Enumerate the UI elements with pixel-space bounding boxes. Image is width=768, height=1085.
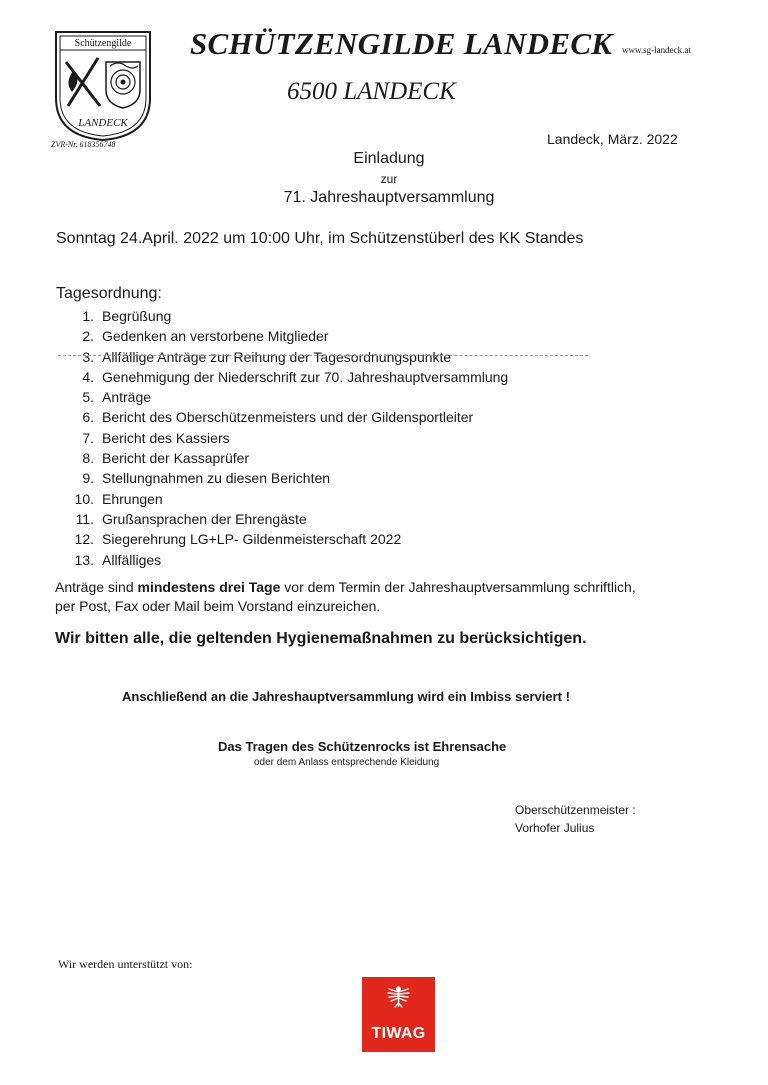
- agenda-item-text: Bericht des Kassiers: [102, 429, 230, 446]
- agenda-item-text: Bericht der Kassaprüfer: [102, 450, 250, 467]
- agenda-item-text: Ehrungen: [102, 490, 163, 507]
- agenda-item-number: 12.: [74, 531, 94, 548]
- dress-code-alternative: oder dem Anlass entsprechende Kleidung: [254, 757, 440, 768]
- heading-einladung: Einladung: [353, 150, 425, 167]
- fold-line: [58, 355, 588, 356]
- agenda-item-text: Siegerehrung LG+LP- Gildenmeisterschaft 2022: [102, 531, 402, 548]
- dress-code: Das Tragen des Schützenrocks ist Ehrensache: [218, 739, 507, 754]
- submission-notice-line2: per Post, Fax oder Mail beim Vorstand einzureichen.: [55, 598, 381, 614]
- agenda-item-number: 10.: [74, 490, 94, 507]
- hygiene-notice: Wir bitten alle, die geltenden Hygienemaßnahmen zu berücksichtigen.: [55, 630, 587, 647]
- meeting-details: Sonntag 24.April. 2022 um 10:00 Uhr, im Schützenstüberl des KK Standes: [56, 230, 584, 247]
- agenda-item-number: 9.: [82, 470, 94, 487]
- agenda-item-number: 1.: [82, 308, 94, 324]
- agenda-item-number: 11.: [75, 510, 94, 527]
- logo-bottom-text: LANDECK: [78, 117, 128, 129]
- agenda-item-text: Gedenken an verstorbene Mitglieder: [102, 328, 329, 345]
- agenda-item-text: Allfällige Anträge zur Reihung der Tagesordnungspunkte: [102, 348, 452, 365]
- notice-text-part2: vor dem Termin der Jahreshauptversammlung schriftlich,: [280, 579, 636, 595]
- zvr-number: ZVR-Nr. 618356748: [51, 140, 116, 149]
- guild-title: SCHÜTZENGILDE LANDECK: [190, 26, 613, 61]
- eagle-icon: [386, 984, 411, 1009]
- notice-text-part1: Anträge sind: [55, 579, 138, 595]
- agenda-item-number: 13.: [74, 551, 94, 568]
- agenda-item-number: 5.: [82, 389, 94, 406]
- submission-notice: [55, 578, 636, 616]
- agenda-title: Tagesordnung:: [56, 285, 162, 302]
- tiwag-logo: [362, 977, 435, 1052]
- agenda-item-number: 8.: [82, 450, 94, 467]
- signature-name: Vorhofer Julius: [515, 821, 595, 835]
- guild-logo: [52, 30, 154, 142]
- agenda-item-text: Grußansprachen der Ehrengäste: [102, 510, 307, 527]
- agenda-item-number: 4.: [82, 368, 94, 385]
- heading-jahreshauptversammlung: 71. Jahreshauptversammlung: [283, 189, 495, 206]
- agenda-item-text: Anträge: [102, 389, 152, 406]
- heading-zur: zur: [380, 172, 398, 186]
- guild-website[interactable]: www.sg-landeck.at: [622, 45, 691, 55]
- tiwag-logo-text: TIWAG: [371, 1025, 426, 1042]
- submission-notice-line1: [55, 578, 636, 597]
- agenda-item-text: Begrüßung: [102, 308, 172, 324]
- agenda-item-number: 6.: [82, 409, 94, 426]
- logo-top-text: Schützengilde: [74, 38, 132, 49]
- date-line: Landeck, März. 2022: [547, 131, 678, 147]
- agenda-item-text: Genehmigung der Niederschrift zur 70. Jahreshauptversammlung: [102, 368, 509, 385]
- snack-notice: Anschließend an die Jahreshauptversammlung wird ein Imbiss serviert !: [122, 689, 570, 704]
- agenda-item-text: Stellungnahmen zu diesen Berichten: [102, 470, 331, 487]
- agenda-item-text: Allfälliges: [102, 551, 162, 568]
- signature-role: Oberschützenmeister :: [515, 803, 636, 817]
- notice-emphasis: mindestens drei Tage: [137, 579, 281, 595]
- sponsor-text: Wir werden unterstützt von:: [58, 957, 193, 971]
- agenda-item-text: Bericht des Oberschützenmeisters und der Gildensportleiter: [102, 409, 474, 426]
- agenda-item-number: 7.: [82, 429, 94, 446]
- agenda-item-number: 2.: [82, 328, 94, 345]
- agenda-item-number: 3.: [82, 348, 94, 365]
- guild-city: 6500 LANDECK: [287, 78, 456, 105]
